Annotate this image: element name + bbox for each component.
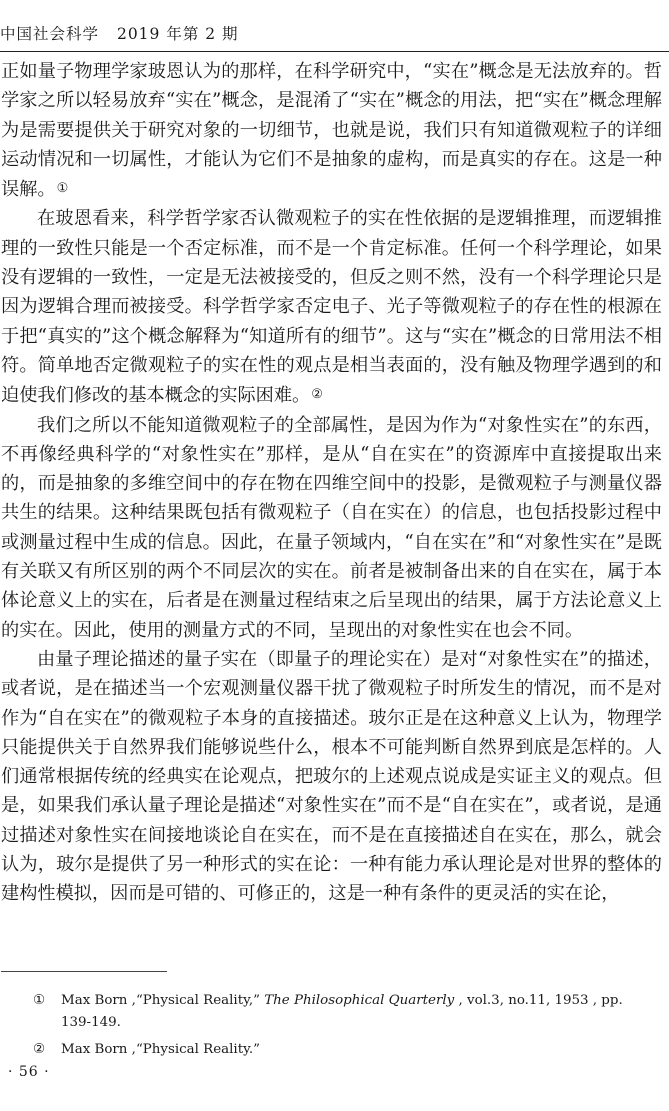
footnote-ref-1[interactable]: ① xyxy=(56,181,69,197)
footnote-ref-2[interactable]: ② xyxy=(311,387,323,403)
footnote-2 xyxy=(1,1039,656,1061)
footnote-rule xyxy=(1,971,167,972)
footnote-2-text: Max Born ,“Physical Reality.” xyxy=(61,1042,260,1057)
footnote-1-citation: , vol.3, no.11, 1953 , pp. 139-149. xyxy=(61,993,623,1030)
paragraph-4: 由量子理论描述的量子实在（即量子的理论实在）是对“对象性实在”的描述，或者说，是在描述当一个宏观测量仪器干扰了微观粒子时所发生的情况，而不是对作为“自在实在”的微观粒子本身的直接描述。玻尔正是在这种意义上认为，物理学只能提供关于自然界我们能够说些什么，根本不可能判断自然界到底是怎样的。人们通常根据传统的经典实在论观点，把玻尔的上述观点说成是实证主义的观点。但是，如果我们承认量子理论是描述“对象性实在”而不是“自在实在”，或者说，是通过描述对象性实在间接地谈论自在实在，而不是在直接描述自在实在，那么，就会认为，玻尔是提供了另一种形式的实在论：一种有能力承认理论是对世界的整体的建构性模拟，因而是可错的、可修正的，这是一种有条件的更灵活的实在论， xyxy=(1,648,662,905)
paragraph-1 xyxy=(1,57,662,204)
paragraph-3: 我们之所以不能知道微观粒子的全部属性，是因为作为“对象性实在”的东西，不再像经典科学的“对象性实在”那样，是从“自在实在”的资源库中直接提取出来的，而是抽象的多维空间中的存在物在四维空间中的投影，是微观粒子与测量仪器共生的结果。这种结果既包括有微观粒子（自在实在）的信息，也包括投影过程中或测量过程中生成的信息。因此，在量子领域内，“自在实在”和“对象性实在”是既有关联又有所区别的两个不同层次的实在。前者是被制备出来的自在实在，属于本体论意义上的实在，后者是在测量过程结束之后呈现出的结果，属于方法论意义上的实在。因此，使用的测量方式的不同，呈现出的对象性实在也会不同。 xyxy=(1,414,662,641)
paragraph-2 xyxy=(1,204,662,410)
footnote-1-mark: ① xyxy=(33,993,46,1008)
article-body xyxy=(1,57,662,909)
header-rule xyxy=(0,51,669,52)
issue-label: 2019 年第 2 期 xyxy=(116,25,239,43)
page-number: · 56 · xyxy=(8,1064,50,1080)
paragraph-2-text: 在玻恩看来，科学哲学家否认微观粒子的实在性依据的是逻辑推理，而逻辑推理的一致性只能是一个否定标准，而不是一个肯定标准。任何一个科学理论，如果没有逻辑的一致性，一定是无法被接受的，但反之则不然，没有一个科学理论只是因为逻辑合理而被接受。科学哲学家否定电子、光子等微观粒子的存在性的根源在于把“真实的”这个概念解释为“知道所有的细节”。这与“实在”概念的日常用法不相符。简单地否定微观粒子的实在性的观点是相当表面的，没有触及物理学遇到的和迫使我们修改的基本概念的实际困难。 xyxy=(1,208,662,407)
footnote-1-author: Max Born ,“Physical Reality,” xyxy=(61,993,265,1008)
footnote-1-journal: The Philosophical Quarterly xyxy=(264,993,455,1008)
running-head xyxy=(0,22,669,44)
footnotes xyxy=(1,990,656,1061)
footnote-1 xyxy=(1,990,656,1033)
footnote-2-mark: ② xyxy=(33,1042,46,1057)
journal-title: 中国社会科学 xyxy=(0,25,100,43)
paragraph-1-text: 正如量子物理学家玻恩认为的那样，在科学研究中，“实在”概念是无法放弃的。哲学家之所以轻易放弃“实在”概念，是混淆了“实在”概念的用法，把“实在”概念理解为是需要提供关于研究对象的一切细节，也就是说，我们只有知道微观粒子的详细运动情况和一切属性，才能认为它们不是抽象的虚构，而是真实的存在。这是一种误解。 xyxy=(1,61,662,201)
